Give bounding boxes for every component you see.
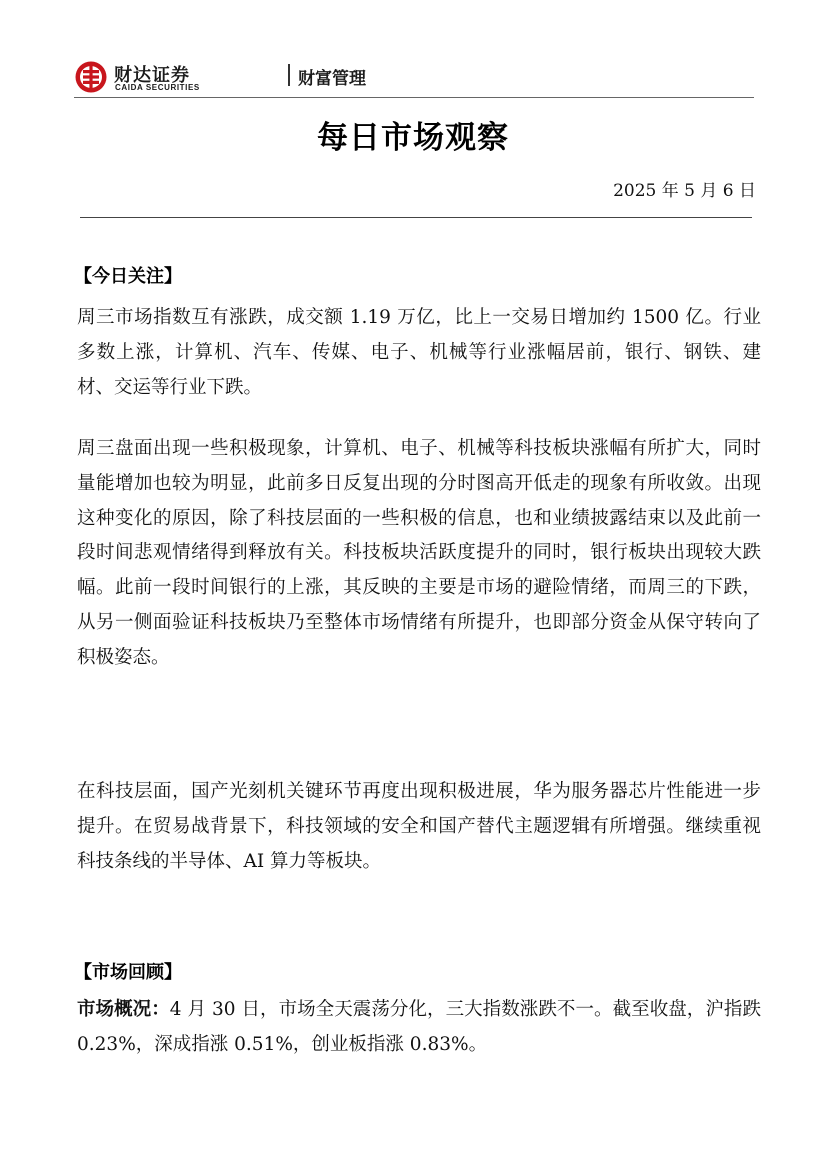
date-rule — [80, 217, 752, 218]
brand-division: 财富管理 — [298, 69, 366, 89]
market-overview-text: 4 月 30 日，市场全天震荡分化，三大指数涨跌不一。截至收盘，沪指跌 0.23%，深成指涨 0.51%，创业板指涨 0.83%。 — [77, 999, 761, 1055]
focus-paragraph-2: 周三盘面出现一些积极现象，计算机、电子、机械等科技板块涨幅有所扩大，同时量能增加也较为明显，此前多日反复出现的分时图高开低走的现象有所收敛。出现这种变化的原因，除了科技层面的一些积极的信息，也和业绩披露结束以及此前一段时间悲观情绪得到释放有关。科技板块活跃度提升的同时，银行板块出现较大跌幅。此前一段时间银行的上涨，其反映的主要是市场的避险情绪，而周三的下跌，从另一侧面验证科技板块乃至整体市场情绪有所提升，也即部分资金从保守转向了积极姿态。 — [77, 438, 761, 668]
header-rule — [74, 97, 754, 98]
market-overview-label: 市场概况： — [77, 999, 170, 1020]
caida-logo-icon — [74, 60, 108, 94]
brand-divider — [288, 64, 290, 86]
report-date: 2025 年 5 月 6 日 — [613, 181, 756, 201]
focus-paragraph-3: 在科技层面，国产光刻机关键环节再度出现积极进展，华为服务器芯片性能进一步提升。在贸易战背景下，科技领域的安全和国产替代主题逻辑有所增强。继续重视科技条线的半导体、AI 算力等板块。 — [77, 781, 761, 872]
focus-paragraph-1: 周三市场指数互有涨跌，成交额 1.19 万亿，比上一交易日增加约 1500 亿。行业多数上涨，计算机、汽车、传媒、电子、机械等行业涨幅居前，银行、钢铁、建材、交运等行业下跌。 — [77, 307, 761, 398]
market-overview-paragraph — [77, 993, 761, 1063]
page-title: 每日市场观察 — [317, 120, 509, 156]
brand-english-name: CAIDA SECURITIES — [115, 83, 200, 92]
brand-name: 财达证券 — [114, 65, 190, 86]
section-heading-review: 【市场回顾】 — [74, 962, 182, 983]
section-heading-focus: 【今日关注】 — [74, 266, 182, 287]
report-header — [74, 58, 754, 98]
